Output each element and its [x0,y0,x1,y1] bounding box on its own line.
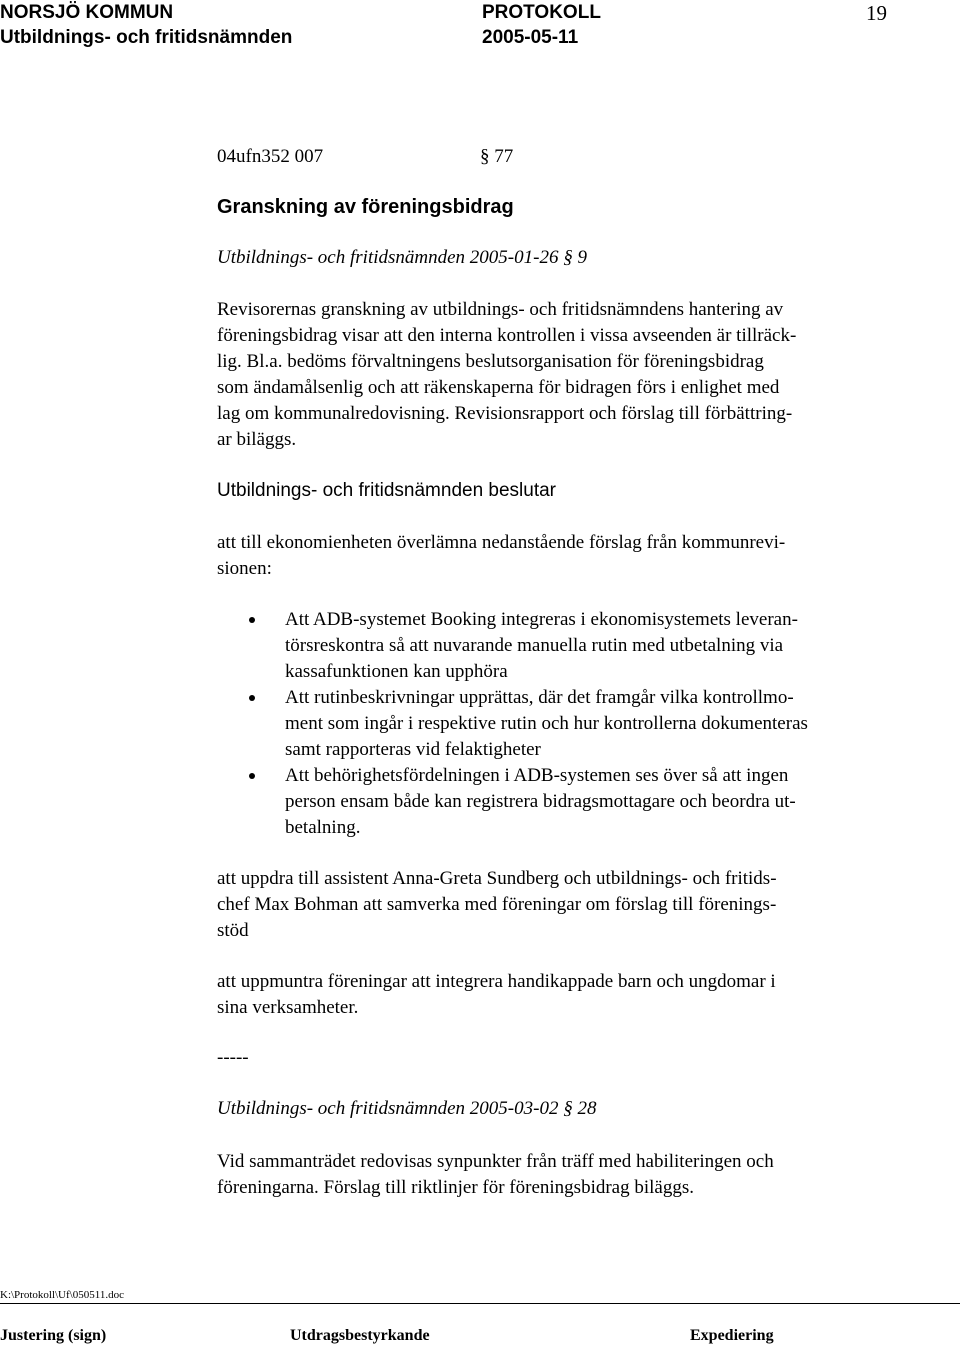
intro-line: lig. Bl.a. bedöms förvaltningens beslutsorganisation för föreningsbidrag [217,351,764,372]
decision-paragraph [217,969,776,1021]
followup-line: Vid sammanträdet redovisas synpunkter från träff med habiliteringen och [217,1151,774,1172]
page-number: 19 [866,1,887,25]
meeting-date: 2005-05-11 [482,27,579,48]
decision-line: att uppdra till assistent Anna-Greta Sundberg och utbildnings- och fritids- [217,868,777,889]
case-reference: 04ufn352 007 [217,146,324,167]
file-path: K:\Protokoll\Uf\050511.doc [0,1289,124,1301]
bullet-icon [249,773,255,779]
decision-heading: Utbildnings- och fritidsnämnden beslutar [217,480,557,501]
bullet-line: betalning. [285,817,361,838]
decision-paragraph [217,530,785,582]
bullet-line: Att ADB-systemet Booking integreras i ekonomisystemets leveran- [285,609,798,630]
expediering-label: Expediering [690,1327,774,1344]
bullet-item [285,763,796,841]
case-title: Granskning av föreningsbidrag [217,196,514,218]
bullet-icon [249,617,255,623]
bullet-line: Att behörighetsfördelningen i ADB-systemen ses över så att ingen [285,765,789,786]
document-type: PROTOKOLL [482,2,601,23]
intro-line: föreningsbidrag visar att den interna kontrollen i vissa avseenden är tillräck- [217,325,797,346]
decision-paragraph [217,866,777,944]
decision-line: att uppmuntra föreningar att integrera handikappade barn och ungdomar i [217,971,776,992]
intro-paragraph [217,297,796,453]
footer-divider [0,1303,960,1304]
decision-line: stöd [217,920,249,941]
intro-line: lag om kommunalredovisning. Revisionsrapport och förslag till förbättring- [217,403,793,424]
bullet-item [285,607,798,685]
bullet-line: person ensam både kan registrera bidragsmottagare och beordra ut- [285,791,796,812]
decision-line: sina verksamheter. [217,997,359,1018]
separator: ----- [217,1047,249,1068]
bullet-icon [249,695,255,701]
prior-reference: Utbildnings- och fritidsnämnden 2005-01-26 § 9 [217,247,587,268]
utdrag-label: Utdragsbestyrkande [290,1327,430,1344]
followup-line: föreningarna. Förslag till riktlinjer för föreningsbidrag biläggs. [217,1177,694,1198]
committee-name: Utbildnings- och fritidsnämnden [0,27,293,48]
bullet-line: kassafunktionen kan upphöra [285,661,508,682]
followup-reference: Utbildnings- och fritidsnämnden 2005-03-02 § 28 [217,1098,597,1119]
decision-line: att till ekonomienheten överlämna nedanstående förslag från kommunrevi- [217,532,786,553]
bullet-item [285,685,808,763]
bullet-line: törsreskontra så att nuvarande manuella rutin med utbetalning via [285,635,784,656]
decision-line: sionen: [217,558,272,579]
intro-line: Revisorernas granskning av utbildnings- och fritidsnämndens hantering av [217,299,784,320]
bullet-line: samt rapporteras vid felaktigheter [285,739,541,760]
bullet-line: Att rutinbeskrivningar upprättas, där det framgår vilka kontrollmo- [285,687,794,708]
decision-line: chef Max Bohman att samverka med föreningar om förslag till förenings- [217,894,777,915]
intro-line: som ändamålsenlig och att räkenskaperna för bidragen förs i enlighet med [217,377,780,398]
intro-line: ar biläggs. [217,429,297,450]
paragraph-number: § 77 [480,146,514,167]
followup-paragraph [217,1149,774,1201]
bullet-line: ment som ingår i respektive rutin och hur kontrollerna dokumenteras [285,713,808,734]
organization-name: NORSJÖ KOMMUN [0,2,174,23]
justering-label: Justering (sign) [0,1327,107,1344]
